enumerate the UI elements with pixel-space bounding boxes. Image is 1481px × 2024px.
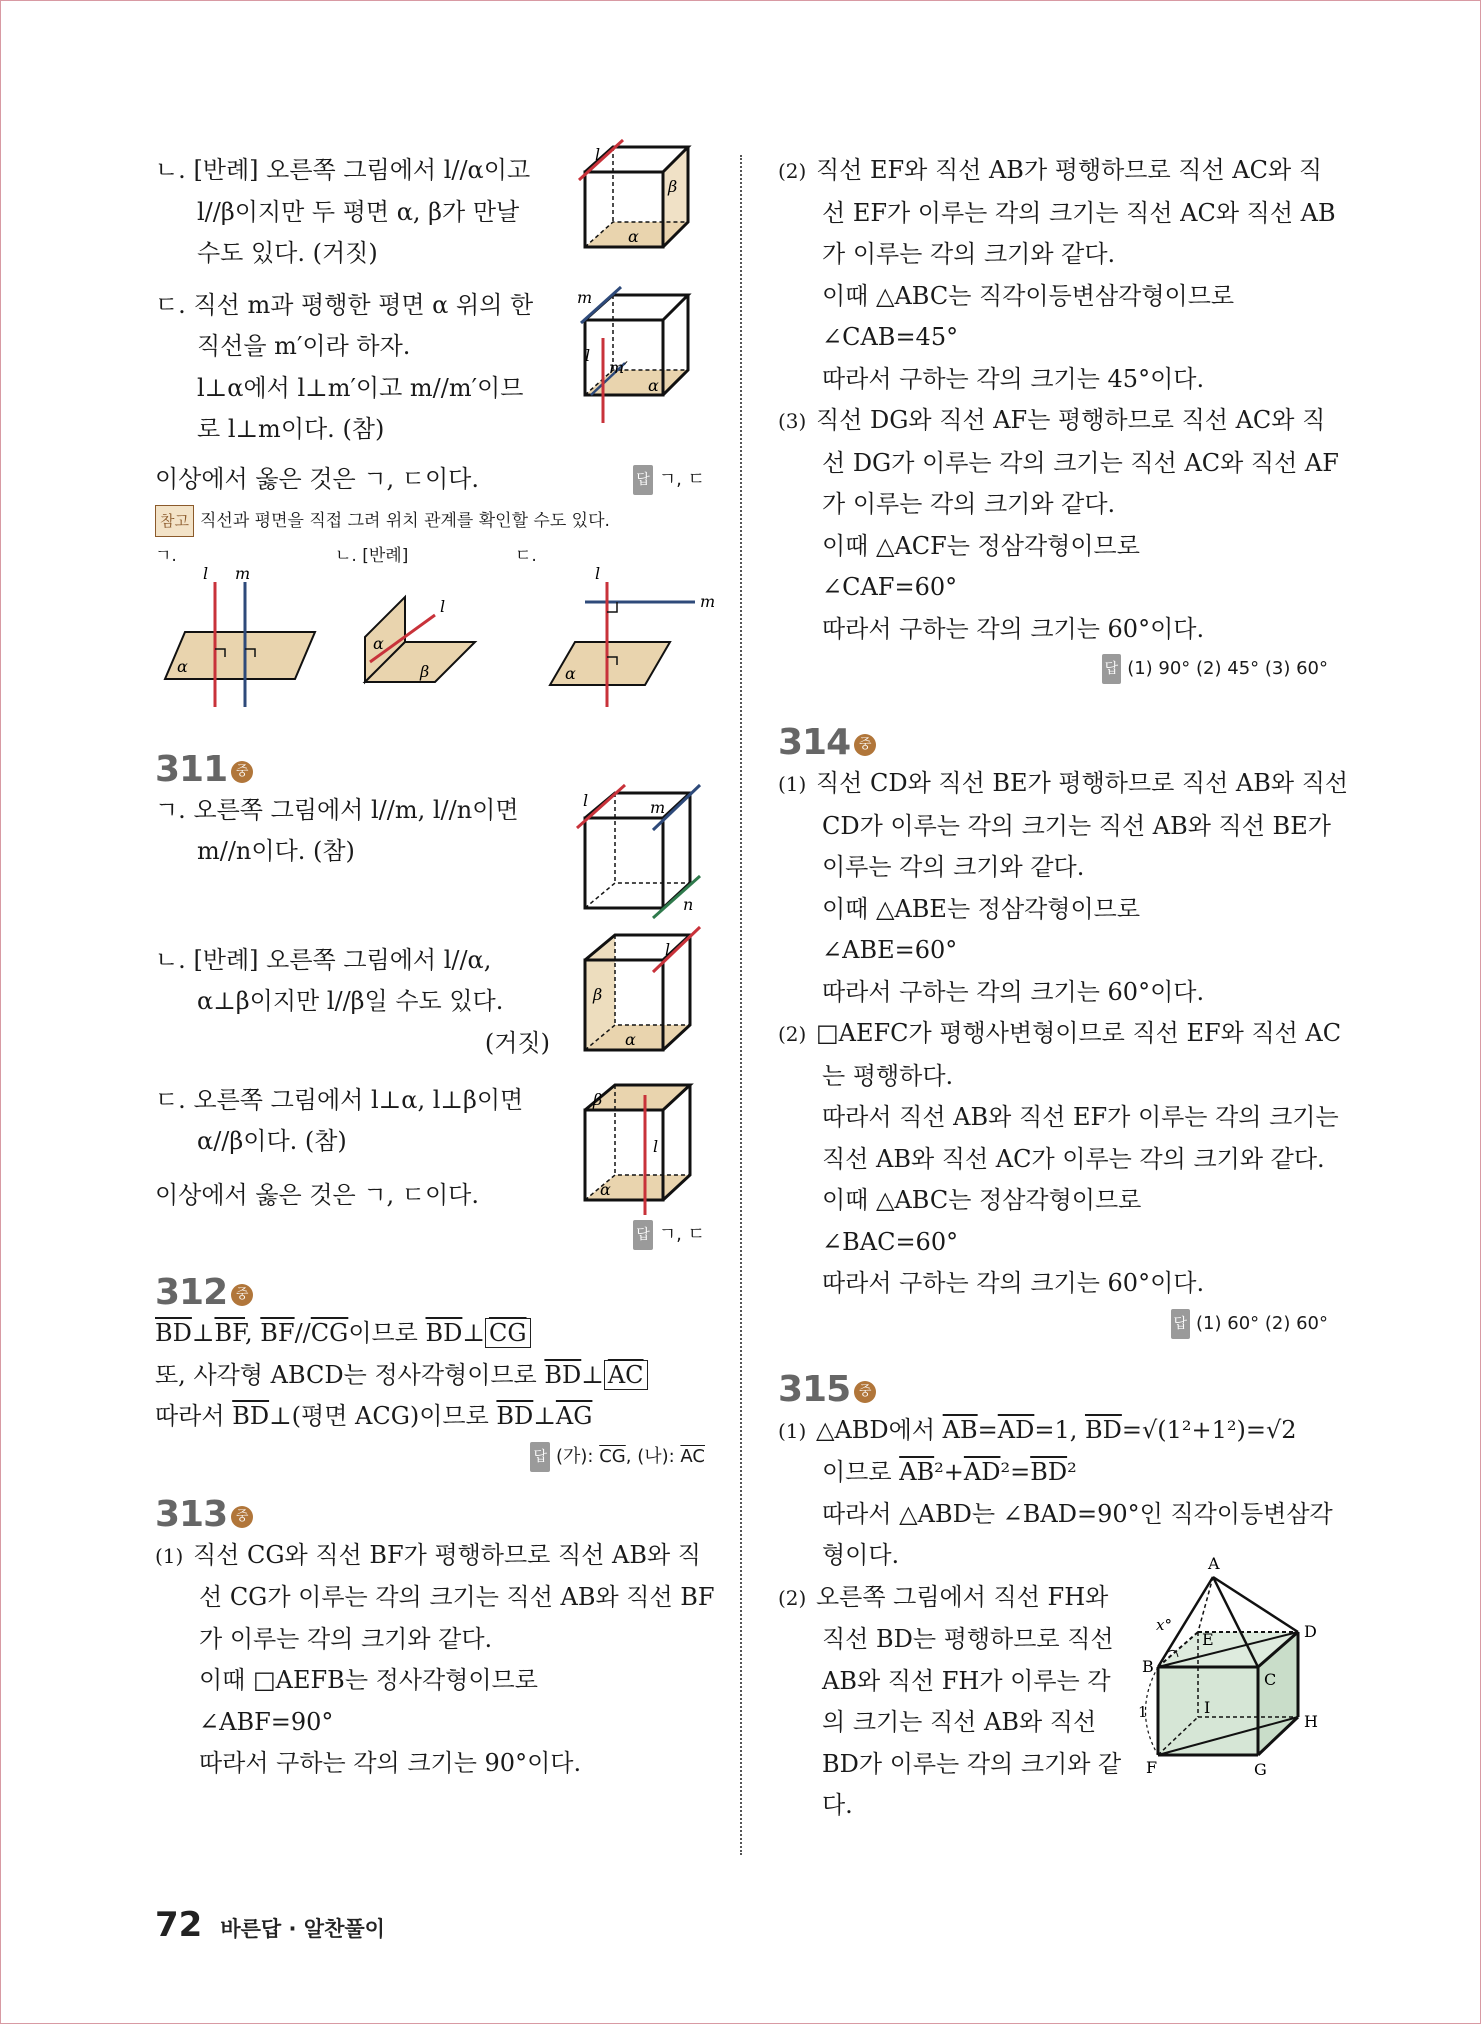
text-line: 로 l⊥m이다. (참) <box>197 415 385 443</box>
text-line: 이상에서 옳은 것은 ㄱ, ㄷ이다. <box>155 1180 479 1209</box>
line-label-l: l <box>585 345 591 365</box>
text-line: 가 이루는 각의 크기와 같다. <box>822 490 1116 518</box>
part-number: (2) <box>778 1585 807 1610</box>
text-line: 의 크기는 직선 AB와 직선 <box>822 1708 1097 1736</box>
problem-312 <box>155 1272 705 1472</box>
level-badge: 중 <box>854 1381 876 1403</box>
problem-311 <box>155 749 705 1251</box>
text-line: 따라서 구하는 각의 크기는 90°이다. <box>199 1749 582 1777</box>
line-label-l: l <box>653 1136 659 1156</box>
text-line: l//β이지만 두 평면 α, β가 만날 <box>197 197 520 226</box>
text-line: 이때 △ABC는 정삼각형이므로 <box>822 1186 1142 1214</box>
blank-box-a: $\overline{CG}$ <box>485 1318 531 1348</box>
note-label-b: ㄴ. [반례] <box>335 545 409 566</box>
level-badge: 중 <box>231 761 253 783</box>
page-number: 72 <box>155 1905 203 1945</box>
text-line: (1) 직선 CD와 직선 BE가 평행하므로 직선 AB와 직선 <box>778 763 1328 806</box>
sol-310-b <box>155 145 705 275</box>
text-line: 선 DG가 이루는 각의 크기는 직선 AC와 직선 AF <box>822 448 1339 477</box>
text-line: 직선 BD는 평행하므로 직선 <box>822 1625 1114 1653</box>
answer-314 <box>778 1309 1328 1339</box>
cube-figure-310b <box>573 142 703 272</box>
text-line: 이루는 각의 크기와 같다. <box>822 853 1085 881</box>
answer-value: (1) 60° (2) 60° <box>1196 1312 1328 1334</box>
text-line: 또, 사각형 ABCD는 정사각형이므로 $\overline{BD}\perp$ $\overline{AC}$ <box>155 1355 705 1397</box>
text-line: l⊥α에서 l⊥m′이고 m//m′이므 <box>197 373 524 402</box>
text-line: 가 이루는 각의 크기와 같다. <box>199 1624 493 1653</box>
cube-figure-311b <box>565 930 705 1065</box>
text-line: AB와 직선 FH가 이루는 각 <box>822 1666 1111 1695</box>
sol-313-3 <box>778 400 1339 650</box>
level-badge: 중 <box>854 734 876 756</box>
text-line: BD가 이루는 각의 크기와 같 <box>822 1749 1122 1778</box>
vertex-label-i: I <box>1204 1697 1211 1717</box>
answer-313 <box>778 654 1328 684</box>
text-line: 다. <box>822 1791 853 1819</box>
line-label-m: m <box>235 563 251 583</box>
part-number: (1) <box>155 1543 184 1568</box>
level-badge: 중 <box>231 1284 253 1306</box>
book-title: 바른답 · 알찬풀이 <box>220 1917 385 1941</box>
text-line: (1) △ABD에서 $\overline{AB}=\overline{AD}=1$, $\overline{BD}=√(1^2+1^2)=√2$ <box>778 1410 1328 1453</box>
text-line: 는 평행하다. <box>822 1061 954 1090</box>
text-line: 따라서 구하는 각의 크기는 60°이다. <box>822 614 1205 643</box>
sol-311-b <box>155 940 705 1080</box>
text-line: (거짓) <box>484 1028 550 1057</box>
column-divider <box>740 155 742 1855</box>
left-column <box>155 145 716 1785</box>
text-line: ∠ABF=90° <box>199 1707 334 1736</box>
plane-label-alpha: α <box>625 1029 636 1049</box>
line-label-l: l <box>595 563 601 583</box>
part-number: (2) <box>778 1022 807 1046</box>
text-line: m//n이다. (참) <box>197 837 355 865</box>
text-line: $\overline{BD}\perp\overline{BF}$, $\overline{BF}//\overline{CG}$이므로 $\overline{BD}\perp$ $\overline{CG}$ <box>155 1313 705 1355</box>
text-line: (3) 직선 DG와 직선 AF는 평행하므로 직선 AC와 직 <box>778 400 1328 443</box>
note-label-c: ㄷ. <box>515 545 537 566</box>
answer-tag: 답 <box>633 465 653 495</box>
vertex-label-f: F <box>1146 1757 1158 1777</box>
text-line: ∠ABE=60° <box>822 936 958 964</box>
edge-length-label: 1 <box>1138 1702 1148 1721</box>
answer-tag: 답 <box>1171 1309 1191 1339</box>
line-label-m: m <box>700 591 716 611</box>
part-number: (1) <box>778 1418 807 1443</box>
note-figure-labels <box>155 541 705 567</box>
vertex-label-e: E <box>1202 1629 1214 1649</box>
text-line: (1) 직선 CG와 직선 BF가 평행하므로 직선 AB와 직 <box>155 1535 705 1578</box>
note-label-a: ㄱ. <box>155 545 177 566</box>
vertex-label-a: A <box>1208 1553 1220 1573</box>
line-label-l: l <box>203 563 209 583</box>
vertex-label-c: C <box>1264 1669 1277 1689</box>
text-line: 이므로 $\overline{AB}^2+\overline{AD}^2=\overline{BD}^2$ <box>822 1458 1077 1486</box>
line-label-l: l <box>665 939 671 959</box>
text-line: ㄷ. 오른쪽 그림에서 l⊥α, l⊥β이면 <box>155 1085 524 1114</box>
plane-label-beta: β <box>668 177 678 196</box>
angle-label-x: x° <box>1156 1615 1172 1634</box>
plane-label-beta: β <box>593 1089 603 1109</box>
vertex-label-g: G <box>1254 1759 1267 1779</box>
text-line: (2) 오른쪽 그림에서 직선 FH와 <box>778 1577 1328 1620</box>
sol-313-2 <box>778 150 1336 400</box>
line-label-l: l <box>583 790 589 810</box>
answer-tag: 답 <box>1102 654 1122 684</box>
blank-box-b: $\overline{AC}$ <box>604 1360 648 1390</box>
text-line: ∠CAF=60° <box>822 573 958 601</box>
line-label-m: m <box>577 287 593 307</box>
text-line: 이때 □AEFB는 정사각형이므로 <box>199 1666 538 1694</box>
text-line: 이때 △ACF는 정삼각형이므로 <box>822 531 1140 560</box>
problem-315 <box>778 1368 1333 1827</box>
line-label-l: l <box>440 596 446 616</box>
note-figures <box>155 563 716 707</box>
sol-310-conclusion <box>155 459 705 501</box>
text-line: CD가 이루는 각의 크기는 직선 AB와 직선 BE가 <box>822 811 1331 840</box>
line-label-n: n <box>683 894 694 914</box>
plane-label-alpha: α <box>565 663 576 683</box>
text-line: (2) □AEFC가 평행사변형이므로 직선 EF와 직선 AC <box>778 1013 1328 1056</box>
part-number: (1) <box>778 772 807 796</box>
problem-number: 314 중 <box>778 722 1328 763</box>
plane-label-beta: β <box>593 984 603 1004</box>
text-line: ㄴ. [반례] 오른쪽 그림에서 l//α이고 <box>155 156 531 184</box>
answer-value: ㄱ, ㄷ <box>658 468 705 490</box>
text-line: 이때 △ABC는 직각이등변삼각형이므로 <box>822 281 1235 310</box>
text-line: 가 이루는 각의 크기와 같다. <box>822 240 1116 268</box>
plane-label-alpha: α <box>600 1179 611 1199</box>
answer-tag: 답 <box>633 1220 653 1250</box>
problem-number: 315 중 <box>778 1369 1328 1410</box>
problem-313 <box>155 1493 715 1785</box>
text-line: ∠CAB=45° <box>822 323 959 351</box>
answer-value: ㄱ, ㄷ <box>658 1224 705 1245</box>
note-tag: 참고 <box>155 505 194 537</box>
text-line: α//β이다. (참) <box>197 1127 347 1155</box>
text-line: 따라서 구하는 각의 크기는 60°이다. <box>822 977 1205 1006</box>
text-line: (2) 직선 EF와 직선 AB가 평행하므로 직선 AC와 직 <box>778 150 1328 193</box>
text-line: 수도 있다. (거짓) <box>197 239 378 267</box>
text-line: 직선을 m′이라 하자. <box>197 332 411 360</box>
plane-label-alpha: α <box>628 227 639 246</box>
problem-number: 311 중 <box>155 749 705 790</box>
vertex-label-d: D <box>1304 1621 1317 1641</box>
plane-label-alpha: α <box>648 375 659 395</box>
page-footer <box>155 1905 385 1945</box>
answer-tag: 답 <box>530 1442 550 1472</box>
answer-value: (1) 90° (2) 45° (3) 60° <box>1127 658 1328 679</box>
plane-label-alpha: α <box>177 656 188 676</box>
line-label-l: l <box>595 145 601 164</box>
text-line: 따라서 구하는 각의 크기는 45°이다. <box>822 364 1205 393</box>
text-line: ㄴ. [반례] 오른쪽 그림에서 l//α, <box>155 945 492 974</box>
text-line: 선 EF가 이루는 각의 크기는 직선 AC와 직선 AB <box>822 198 1336 227</box>
answer-310 <box>633 465 705 495</box>
plane-label-beta: β <box>420 661 430 681</box>
problem-number: 313 중 <box>155 1494 705 1535</box>
problem-314 <box>778 722 1349 1339</box>
text-line: 따라서 직선 AB와 직선 EF가 이루는 각의 크기는 <box>822 1103 1339 1131</box>
sol-311-a <box>155 790 705 940</box>
line-label-m: m <box>650 797 666 817</box>
line-label-m-prime: m′ <box>609 357 628 377</box>
note-310 <box>155 505 705 537</box>
text-line: 선 CG가 이루는 각의 크기는 직선 AB와 직선 BF <box>199 1583 715 1611</box>
text-line: 이때 △ABE는 정삼각형이므로 <box>822 894 1141 923</box>
text-line: ㄱ. 오른쪽 그림에서 l//m, l//n이면 <box>155 795 519 824</box>
cube-figure-311c <box>565 1080 705 1215</box>
level-badge: 중 <box>231 1506 253 1528</box>
text-line: α⊥β이지만 l//β일 수도 있다. <box>197 987 504 1015</box>
text-line: 따라서 $\overline{BD}\perp$(평면 ACG)이므로 $\overline{BD}\perp\overline{AG}$ <box>155 1402 593 1430</box>
text-line: 형이다. <box>822 1541 900 1569</box>
vertex-label-b: B <box>1142 1656 1154 1676</box>
plane-label-alpha: α <box>373 633 384 653</box>
cube-figure-310c <box>573 283 703 423</box>
text-line: 따라서 구하는 각의 크기는 60°이다. <box>822 1269 1205 1297</box>
text-line: ∠BAC=60° <box>822 1227 959 1256</box>
text-line: ㄷ. 직선 m과 평행한 평면 α 위의 한 <box>155 290 534 319</box>
text-line: 직선 AB와 직선 AC가 이루는 각의 크기와 같다. <box>822 1144 1325 1173</box>
vertex-label-h: H <box>1304 1711 1318 1731</box>
right-column <box>778 150 1349 1827</box>
problem-number: 312 중 <box>155 1272 705 1313</box>
text-line: 따라서 △ABD는 ∠BAD=90°인 직각이등변삼각 <box>822 1499 1333 1528</box>
sol-310-c <box>155 285 705 451</box>
text-line: 이상에서 옳은 것은 ㄱ, ㄷ이다. <box>155 464 479 493</box>
part-number: (3) <box>778 409 807 433</box>
part-number: (2) <box>778 159 807 183</box>
prism-figure-315 <box>1138 1547 1338 1787</box>
answer-311 <box>155 1220 705 1250</box>
cube-figure-311a <box>565 788 705 923</box>
answer-312: 답 (가): $\overline{CG}$, (나): $\overline{AC}$ <box>155 1442 705 1472</box>
note-text: 직선과 평면을 직접 그려 위치 관계를 확인할 수도 있다. <box>199 510 610 531</box>
